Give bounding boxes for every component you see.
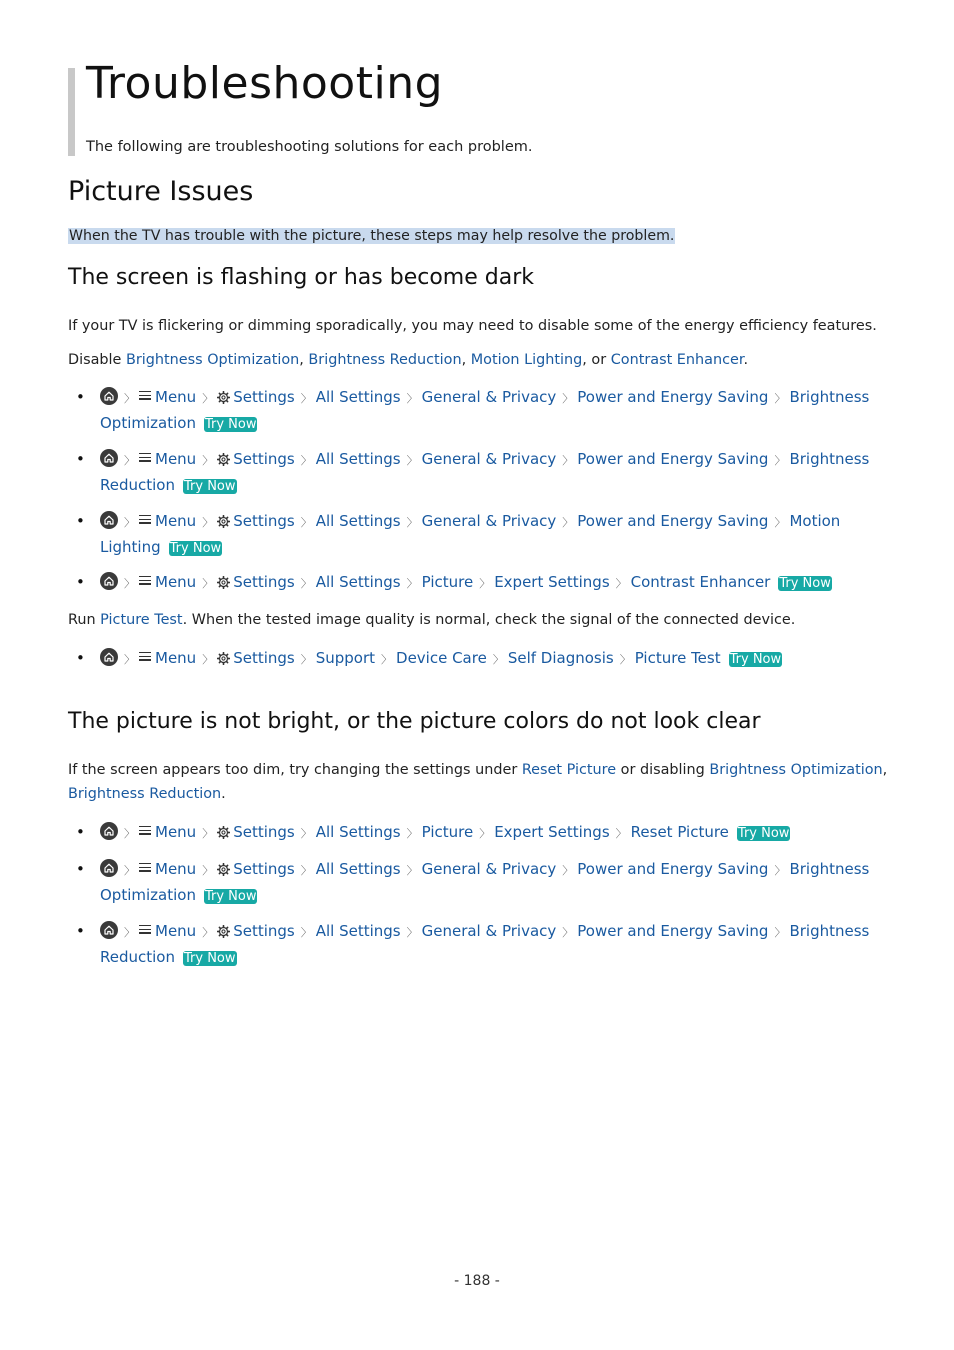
menu-path: [100, 820, 888, 846]
chevron-right-icon: 〉: [479, 577, 491, 590]
path-step-link[interactable]: Power and Energy Saving: [577, 388, 769, 406]
path-item: [68, 385, 888, 435]
chevron-right-icon: 〉: [202, 827, 214, 840]
path-step-link[interactable]: Brightness Reduction: [100, 450, 870, 494]
menu-link[interactable]: Menu: [155, 450, 197, 468]
text: If the screen appears too dim, try changing the settings under: [68, 762, 522, 778]
path-step-link[interactable]: All Settings: [315, 573, 401, 591]
chevron-right-icon: 〉: [124, 454, 135, 467]
topic1-para1: If your TV is flickering or dimming sporadically, you may need to disable some of the energy efficiency features.: [68, 318, 877, 334]
path-item: [68, 509, 888, 559]
path-step-link[interactable]: General & Privacy: [421, 388, 557, 406]
gear-icon: [217, 511, 230, 535]
path-step-link[interactable]: General & Privacy: [421, 512, 557, 530]
path-step-link[interactable]: All Settings: [315, 512, 401, 530]
chevron-right-icon: 〉: [300, 454, 312, 467]
chevron-right-icon: 〉: [774, 926, 786, 939]
chevron-right-icon: 〉: [406, 392, 418, 405]
text: Disable: [68, 352, 126, 368]
settings-link[interactable]: Settings: [233, 388, 295, 406]
menu-path: [100, 646, 888, 672]
chevron-right-icon: 〉: [202, 577, 214, 590]
path-step-link[interactable]: Support: [315, 649, 376, 667]
chevron-right-icon: 〉: [124, 864, 135, 877]
path-step-link[interactable]: Brightness Optimization: [100, 860, 870, 904]
page-title: Troubleshooting: [86, 58, 444, 109]
settings-link[interactable]: Settings: [233, 823, 295, 841]
bullet: •: [76, 450, 85, 468]
path-step-link[interactable]: Reset Picture: [630, 823, 729, 841]
try-now-button[interactable]: Try Now: [184, 479, 236, 494]
chevron-right-icon: 〉: [381, 653, 393, 666]
bullet: •: [76, 512, 85, 530]
chevron-right-icon: 〉: [124, 516, 135, 529]
gear-icon: [217, 921, 230, 945]
gear-icon: [217, 648, 230, 672]
try-now-button[interactable]: Try Now: [184, 951, 236, 966]
path-step-link[interactable]: General & Privacy: [421, 922, 557, 940]
chevron-right-icon: 〉: [202, 926, 214, 939]
chevron-right-icon: 〉: [562, 864, 574, 877]
chevron-right-icon: 〉: [300, 392, 312, 405]
chevron-right-icon: 〉: [202, 653, 214, 666]
bullet: •: [76, 823, 85, 841]
chevron-right-icon: 〉: [124, 577, 135, 590]
topic1-para2: [68, 348, 888, 372]
gear-icon: [217, 859, 230, 883]
link-reset-picture[interactable]: Reset Picture: [521, 762, 617, 778]
chevron-right-icon: 〉: [300, 577, 312, 590]
path-step-link[interactable]: General & Privacy: [421, 450, 557, 468]
link-motion-lighting[interactable]: Motion Lighting: [470, 352, 583, 368]
path-step-link[interactable]: Power and Energy Saving: [577, 922, 769, 940]
chevron-right-icon: 〉: [562, 392, 574, 405]
topic1-title: The screen is flashing or has become dark: [68, 265, 534, 290]
path-step-link[interactable]: All Settings: [315, 860, 401, 878]
home-icon[interactable]: [100, 449, 118, 467]
menu-path: [100, 857, 888, 907]
path-step-link[interactable]: Picture: [421, 823, 474, 841]
chevron-right-icon: 〉: [562, 454, 574, 467]
bullet: •: [76, 573, 85, 591]
home-icon[interactable]: [100, 648, 118, 666]
text: . When the tested image quality is normal, check the signal of the connected device.: [182, 612, 796, 628]
chevron-right-icon: 〉: [300, 926, 312, 939]
chevron-right-icon: 〉: [774, 864, 786, 877]
link-brightness-reduction[interactable]: Brightness Reduction: [308, 352, 462, 368]
path-step-link[interactable]: Picture: [421, 573, 474, 591]
try-now-button[interactable]: Try Now: [779, 576, 831, 591]
menu-path: [100, 570, 888, 596]
text: , or: [582, 352, 611, 368]
chevron-right-icon: 〉: [124, 392, 135, 405]
text: ,: [882, 762, 888, 778]
menu-path: [100, 385, 888, 435]
chevron-right-icon: 〉: [124, 827, 135, 840]
home-icon[interactable]: [100, 572, 118, 590]
menu-link[interactable]: Menu: [155, 860, 197, 878]
path-step-link[interactable]: All Settings: [315, 922, 401, 940]
menu-link[interactable]: Menu: [155, 388, 197, 406]
topic2-para1: [68, 758, 888, 806]
path-item: [68, 646, 888, 672]
chevron-right-icon: 〉: [202, 392, 214, 405]
link-brightness-optimization[interactable]: Brightness Optimization: [709, 762, 883, 778]
path-step-link[interactable]: Self Diagnosis: [507, 649, 614, 667]
chevron-right-icon: 〉: [562, 516, 574, 529]
menu-link[interactable]: Menu: [155, 649, 197, 667]
text: Run: [68, 612, 101, 628]
link-contrast-enhancer[interactable]: Contrast Enhancer: [610, 352, 744, 368]
section-title: Picture Issues: [68, 176, 254, 207]
path-step-link[interactable]: Power and Energy Saving: [577, 450, 769, 468]
path-step-link[interactable]: Expert Settings: [494, 823, 610, 841]
chevron-right-icon: 〉: [774, 516, 786, 529]
chevron-right-icon: 〉: [300, 864, 312, 877]
path-step-link[interactable]: All Settings: [315, 823, 401, 841]
try-now-button[interactable]: Try Now: [169, 541, 222, 556]
chevron-right-icon: 〉: [774, 454, 786, 467]
gear-icon: [217, 449, 230, 473]
settings-link[interactable]: Settings: [233, 922, 295, 940]
home-icon[interactable]: [100, 822, 118, 840]
path-step-link[interactable]: Picture Test: [634, 649, 721, 667]
chevron-right-icon: 〉: [562, 926, 574, 939]
path-step-link[interactable]: Contrast Enhancer: [630, 573, 771, 591]
chevron-right-icon: 〉: [619, 653, 631, 666]
settings-link[interactable]: Settings: [233, 860, 295, 878]
menu-icon: [139, 923, 151, 936]
menu-link[interactable]: Menu: [155, 512, 197, 530]
try-now-button[interactable]: Try Now: [204, 889, 257, 904]
chevron-right-icon: 〉: [406, 926, 418, 939]
menu-icon: [139, 389, 151, 402]
path-item: [68, 919, 888, 969]
chevron-right-icon: 〉: [202, 454, 214, 467]
chevron-right-icon: 〉: [492, 653, 504, 666]
chevron-right-icon: 〉: [406, 454, 418, 467]
try-now-button[interactable]: Try Now: [737, 826, 790, 841]
path-step-link[interactable]: Device Care: [396, 649, 487, 667]
path-item: [68, 570, 888, 596]
topic2-title: The picture is not bright, or the picture colors do not look clear: [68, 709, 761, 734]
gear-icon: [217, 387, 230, 411]
bullet: •: [76, 649, 85, 667]
home-icon[interactable]: [100, 859, 118, 877]
path-item: [68, 820, 888, 846]
gear-icon: [217, 572, 230, 596]
menu-icon: [139, 451, 151, 464]
settings-link[interactable]: Settings: [233, 450, 295, 468]
home-icon[interactable]: [100, 921, 118, 939]
try-now-button[interactable]: Try Now: [204, 417, 257, 432]
gear-icon: [217, 822, 230, 846]
chevron-right-icon: 〉: [406, 864, 418, 877]
link-brightness-reduction[interactable]: Brightness Reduction: [68, 786, 222, 802]
menu-icon: [139, 513, 151, 526]
link-brightness-optimization[interactable]: Brightness Optimization: [125, 352, 300, 368]
chevron-right-icon: 〉: [300, 516, 312, 529]
bullet: •: [76, 388, 85, 406]
menu-link[interactable]: Menu: [155, 573, 197, 591]
chevron-right-icon: 〉: [615, 577, 627, 590]
menu-path: [100, 919, 888, 969]
menu-path: [100, 447, 888, 497]
path-step-link[interactable]: Expert Settings: [494, 573, 610, 591]
chevron-right-icon: 〉: [300, 653, 312, 666]
home-icon[interactable]: [100, 511, 118, 529]
text: ,: [461, 352, 471, 368]
menu-link[interactable]: Menu: [155, 823, 197, 841]
menu-icon: [139, 861, 151, 874]
chevron-right-icon: 〉: [124, 653, 135, 666]
title-accent-bar: [68, 68, 75, 156]
path-step-link[interactable]: Motion Lighting: [100, 512, 841, 556]
chevron-right-icon: 〉: [300, 827, 312, 840]
path-step-link[interactable]: General & Privacy: [421, 860, 557, 878]
settings-link[interactable]: Settings: [233, 512, 295, 530]
text: .: [743, 352, 749, 368]
path-item: [68, 857, 888, 907]
settings-link[interactable]: Settings: [233, 649, 295, 667]
path-step-link[interactable]: All Settings: [315, 450, 401, 468]
chevron-right-icon: 〉: [124, 926, 135, 939]
page-subtitle: The following are troubleshooting solutions for each problem.: [86, 139, 533, 155]
chevron-right-icon: 〉: [202, 864, 214, 877]
section-intro: When the TV has trouble with the picture, these steps may help resolve the problem.: [69, 228, 675, 244]
menu-path: [100, 509, 888, 559]
menu-icon: [139, 824, 151, 837]
chevron-right-icon: 〉: [615, 827, 627, 840]
chevron-right-icon: 〉: [774, 392, 786, 405]
path-step-link[interactable]: Power and Energy Saving: [577, 860, 769, 878]
menu-link[interactable]: Menu: [155, 922, 197, 940]
try-now-button[interactable]: Try Now: [729, 652, 782, 667]
chevron-right-icon: 〉: [406, 516, 418, 529]
page-number: - 188 -: [454, 1273, 500, 1289]
text: or disabling: [616, 762, 710, 778]
bullet: •: [76, 860, 85, 878]
path-item: [68, 447, 888, 497]
bullet: •: [76, 922, 85, 940]
chevron-right-icon: 〉: [202, 516, 214, 529]
path-step-link[interactable]: Brightness Reduction: [100, 922, 870, 966]
chevron-right-icon: 〉: [479, 827, 491, 840]
menu-icon: [139, 650, 151, 663]
path-step-link[interactable]: Power and Energy Saving: [577, 512, 769, 530]
text: .: [221, 786, 226, 802]
path-step-link[interactable]: All Settings: [315, 388, 401, 406]
link-picture-test[interactable]: Picture Test: [100, 612, 183, 628]
settings-link[interactable]: Settings: [233, 573, 295, 591]
chevron-right-icon: 〉: [406, 827, 418, 840]
menu-icon: [139, 574, 151, 587]
topic1-para3: [68, 608, 888, 632]
home-icon[interactable]: [100, 387, 118, 405]
text: ,: [299, 352, 309, 368]
chevron-right-icon: 〉: [406, 577, 418, 590]
path-step-link[interactable]: Brightness Optimization: [100, 388, 870, 432]
